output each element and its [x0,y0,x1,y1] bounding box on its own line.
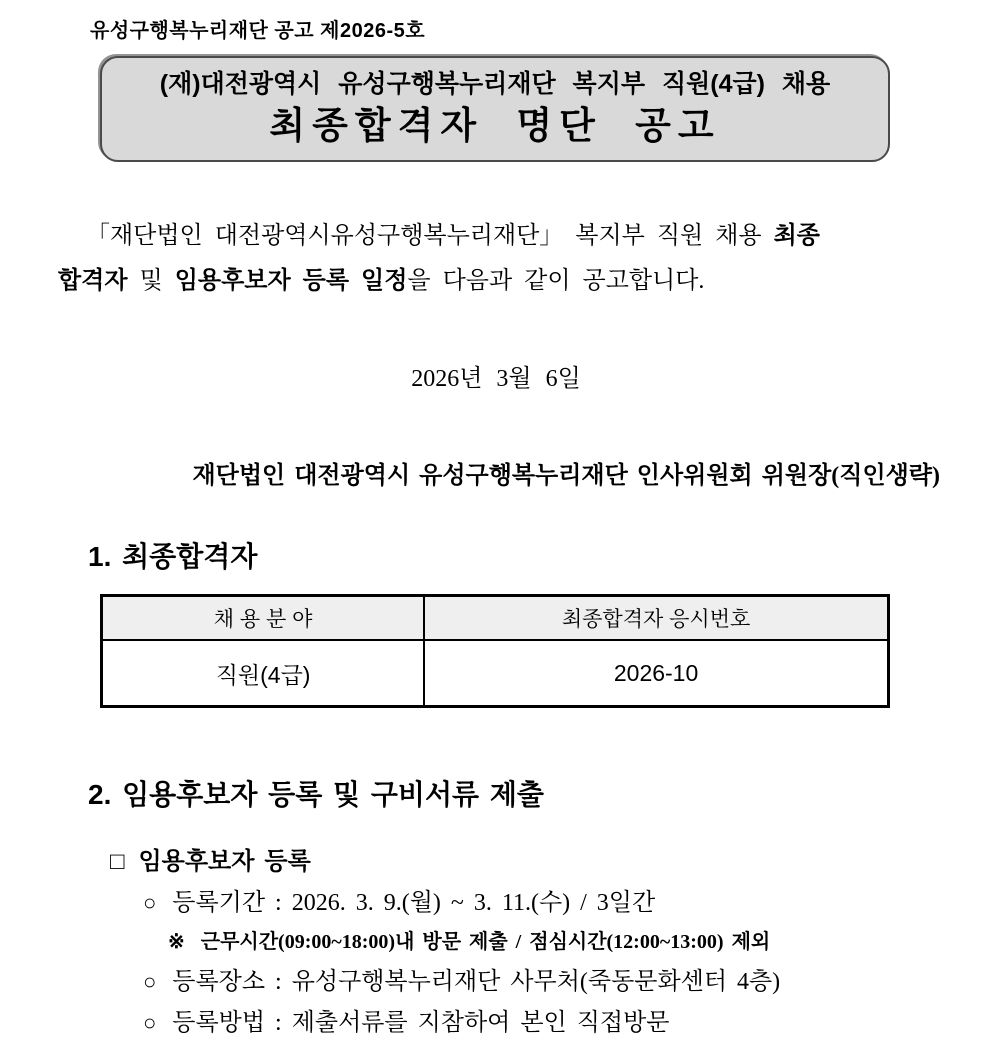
reference-mark-icon: ※ [168,931,185,953]
title-box-subtitle: (재)대전광역시 유성구행복누리재단 복지부 직원(4급) 채용 [159,70,831,98]
title-box [100,56,890,162]
table-header-exam-number: 최종합격자 응시번호 [424,596,888,641]
subsection-candidate-registration [110,846,992,878]
list-item-registration-place [143,966,992,998]
section-2-heading: 2. 임용후보자 등록 및 구비서류 제출 [88,779,544,810]
square-bullet-icon: □ [110,849,125,875]
notice-text-2: 및 [127,268,175,294]
table-row [102,640,889,707]
table-cell-exam-number: 2026-10 [424,640,888,707]
notice-text-1: 「재단법인 대전광역시유성구행복누리재단」 복지부 직원 채용 [86,223,774,249]
notice-paragraph [58,214,942,304]
list-item-registration-period [143,887,992,919]
list-item-working-hours-note [168,927,992,957]
table-cell-field: 직원(4급) [102,640,425,707]
notice-text-3: 을 다음과 같이 공고합니다. [407,268,705,294]
circle-bullet-icon: ○ [143,969,157,994]
title-box-main-title: 최종합격자 명단 공고 [269,105,721,146]
table-header-row [102,596,889,641]
list-item-text: 근무시간(09:00~18:00)내 방문 제출 / 점심시간(12:00~13:00) 제외 [200,931,771,953]
signer-line: 재단법인 대전광역시 유성구행복누리재단 인사위원회 위원장(직인생략) [192,463,940,489]
notice-bold-successful: 합격자 [58,268,128,294]
subsection-label: 임용후보자 등록 [138,849,311,875]
list-item-text: 등록기간 : 2026. 3. 9.(월) ~ 3. 11.(수) / 3일간 [172,890,656,916]
list-item-text: 등록방법 : 제출서류를 지참하여 본인 직접방문 [172,1010,670,1036]
section-1-heading: 1. 최종합격자 [88,541,258,572]
list-item-registration-method [143,1007,992,1039]
doc-number: 유성구행복누리재단 공고 제2026-5호 [90,20,426,42]
notice-bold-final: 최종 [773,223,820,249]
circle-bullet-icon: ○ [143,890,157,915]
list-item-text: 등록장소 : 유성구행복누리재단 사무처(죽동문화센터 4층) [172,969,781,995]
final-pass-table [100,594,890,708]
table-header-field: 채 용 분 야 [102,596,425,641]
notice-bold-schedule: 임용후보자 등록 일정 [174,268,408,294]
circle-bullet-icon: ○ [143,1010,157,1035]
announcement-date: 2026년 3월 6일 [411,366,581,392]
